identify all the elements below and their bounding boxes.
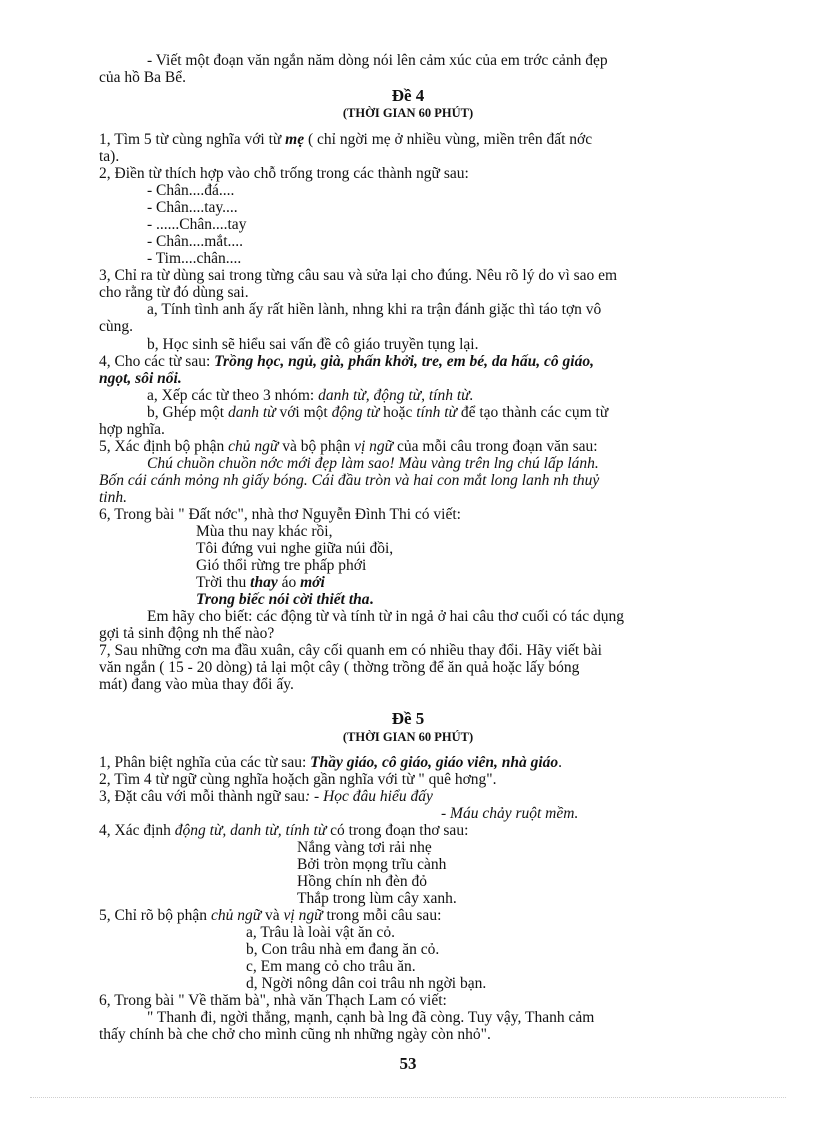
poem-line: Trời thu thay áo mới [196, 574, 325, 591]
question-line: 5, Chỉ rõ bộ phận chủ ngữ và vị ngữ trong mỗi câu sau: [99, 907, 442, 924]
sentence-item: b, Con trâu nhà em đang ăn cỏ. [246, 941, 440, 958]
question-line: 3, Đặt câu với mỗi thành ngữ sau: - Học đâu hiểu đấy [99, 788, 433, 805]
text-line: Em hãy cho biết: các động từ và tính từ in ngả ở hai câu thơ cuối có tác dụng [147, 608, 624, 625]
text-line: - Viết một đoạn văn ngắn năm dòng nói lên cảm xúc của em trớc cảnh đẹp [147, 52, 608, 69]
exam-duration-4: (THỜI GIAN 60 PHÚT) [342, 106, 474, 120]
text-line: a, Tính tình anh ấy rất hiền lành, nhng khi ra trận đánh giặc thì táo tợn vô [147, 301, 602, 318]
text-line: cho rằng từ đó dùng sai. [99, 284, 249, 301]
passage-line: Bốn cái cánh mỏng nh giấy bóng. Cái đầu tròn và hai con mắt long lanh nh thuỷ [99, 472, 600, 489]
question-line: 4, Xác định động từ, danh từ, tính từ có trong đoạn thơ sau: [99, 822, 469, 839]
text-line: ngọt, sôi nổi. [99, 370, 182, 387]
question-line: 6, Trong bài " Đất nớc", nhà thơ Nguyễn Đình Thi có viết: [99, 506, 461, 523]
question-line: 2, Điền từ thích hợp vào chỗ trống trong các thành ngữ sau: [99, 165, 469, 182]
exam-heading-4: Đề 4 [391, 86, 425, 105]
question-line: 4, Cho các từ sau: Trồng học, ngủ, già, phấn khởi, tre, em bé, da hấu, cô giáo, [99, 353, 594, 370]
text-line: của hồ Ba Bể. [99, 69, 186, 86]
text-line: thấy chính bà che chở cho mình cũng nh những ngày còn nhỏ". [99, 1026, 491, 1043]
poem-line: Thắp trong lùm cây xanh. [297, 890, 457, 907]
sentence-item: d, Ngời nông dân coi trâu nh ngời bạn. [246, 975, 487, 992]
idiom-item: - Chân....tay.... [147, 199, 238, 216]
poem-line: Hồng chín nh đèn đỏ [297, 873, 428, 890]
text-line: mát) đang vào mùa thay đổi ấy. [99, 676, 294, 693]
idiom-item: - Tim....chân.... [147, 250, 242, 267]
poem-line: Bởi tròn mọng trĩu cành [297, 856, 447, 873]
text-line: cùng. [99, 318, 134, 335]
question-line: 2, Tìm 4 từ ngữ cùng nghĩa hoặch gần nghĩa với từ " quê hơng". [99, 771, 497, 788]
passage-line: Chú chuồn chuồn nớc mới đẹp làm sao! Màu vàng trên lng chú lấp lánh. [147, 455, 599, 472]
question-line: 1, Tìm 5 từ cùng nghĩa với từ mẹ ( chỉ ngời mẹ ở nhiều vùng, miền trên đất nớc [99, 131, 593, 148]
question-line: 6, Trong bài " Về thăm bà", nhà văn Thạch Lam có viết: [99, 992, 447, 1009]
idiom-item: - Chân....đá.... [147, 182, 235, 199]
page-number: 53 [399, 1054, 417, 1073]
idiom-item: - Máu chảy ruột mềm. [441, 805, 579, 822]
poem-line: Tôi đứng vui nghe giữa núi đồi, [196, 540, 394, 557]
question-line: 3, Chỉ ra từ dùng sai trong từng câu sau và sửa lại cho đúng. Nêu rõ lý do vì sao em [99, 267, 618, 284]
text-line: ta). [99, 148, 120, 165]
question-line: 7, Sau những cơn ma đầu xuân, cây cối quanh em có nhiều thay đổi. Hãy viết bài [99, 642, 602, 659]
exam-duration-5: (THỜI GIAN 60 PHÚT) [342, 730, 474, 744]
poem-line: Nắng vàng tơi rải nhẹ [297, 839, 432, 856]
text-line: b, Ghép một danh từ với một động từ hoặc tính từ để tạo thành các cụm từ [147, 404, 609, 421]
text-line: b, Học sinh sẽ hiểu sai vấn đề cô giáo truyền tụng lại. [147, 336, 479, 353]
text-line: a, Xếp các từ theo 3 nhóm: danh từ, động từ, tính từ. [147, 387, 474, 404]
text-line: gợi tả sinh động nh thế nào? [99, 625, 275, 642]
question-line: 1, Phân biệt nghĩa của các từ sau: Thầy giáo, cô giáo, giáo viên, nhà giáo. [99, 754, 563, 771]
sentence-item: a, Trâu là loài vật ăn cỏ. [246, 924, 395, 941]
bottom-divider [30, 1097, 786, 1098]
text-line: văn ngắn ( 15 - 20 dòng) tả lại một cây ( thờng trồng để ăn quả hoặc lấy bóng [99, 659, 580, 676]
poem-line: Gió thổi rừng tre phấp phới [196, 557, 367, 574]
sentence-item: c, Em mang cỏ cho trâu ăn. [246, 958, 416, 975]
poem-line: Mùa thu nay khác rồi, [196, 523, 333, 540]
text-line: " Thanh đi, ngời thẳng, mạnh, cạnh bà lng đã còng. Tuy vậy, Thanh cảm [147, 1009, 595, 1026]
poem-line: Trong biếc nói cời thiết tha. [196, 591, 374, 608]
text-line: hợp nghĩa. [99, 421, 165, 438]
idiom-item: - Chân....mắt.... [147, 233, 243, 250]
idiom-item: - ......Chân....tay [147, 216, 247, 233]
exam-heading-5: Đề 5 [391, 709, 425, 728]
passage-line: tinh. [99, 489, 127, 506]
question-line: 5, Xác định bộ phận chủ ngữ và bộ phận vị ngữ của mỗi câu trong đoạn văn sau: [99, 438, 598, 455]
